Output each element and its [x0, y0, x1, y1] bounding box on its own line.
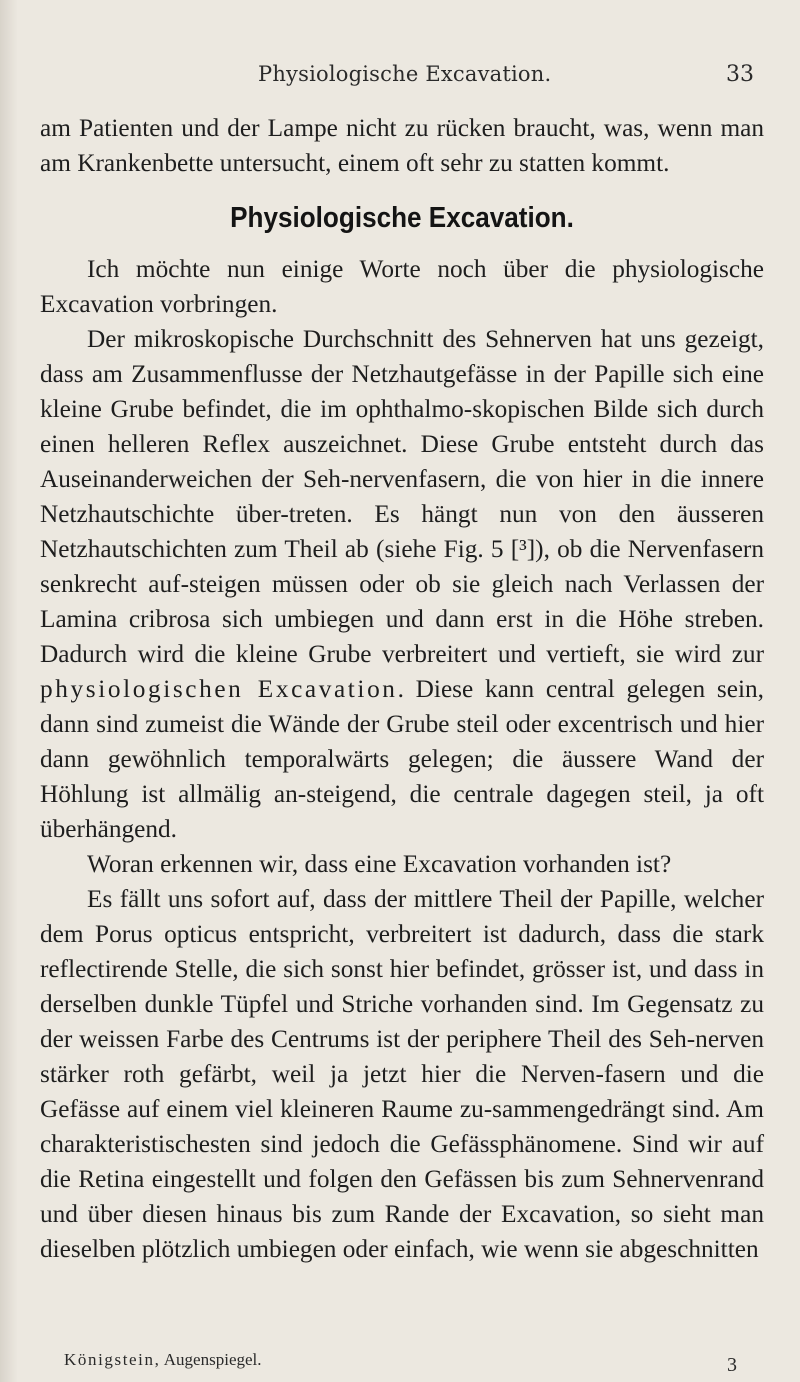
paragraph-4: Es fällt uns sofort auf, dass der mittlere Theil der Papille, welcher dem Porus opticus entspricht, verbreitert ist dadurch, dass die stark reflectirende Stelle, die sich sonst hier befindet, grösser ist, und dass in derselben dunkle Tüpfel und Striche vorhanden sind. Im Gegensatz zu der weissen Farbe des Centrums ist der periphere Theil des Seh-nerven stärker roth gefärbt, weil ja jetzt hier die Nerven-fasern und die Gefässe auf einem viel kleineren Raume zu-sammengedrängt sind. Am charakteristischesten sind jedoch die Gefässphänomene. Sind wir auf die Retina eingestellt und folgen den Gefässen bis zum Sehnervenrand und über diesen hinaus bis zum Rande der Excavation, so sieht man dieselben plötzlich umbiegen oder einfach, wie wenn sie abgeschnitten [40, 885, 764, 1263]
paragraph-3: Woran erkennen wir, dass eine Excavation vorhanden ist? [87, 850, 672, 878]
main-text [40, 111, 764, 1267]
page-number: 33 [726, 62, 754, 87]
running-title: Physiologische Excavation. [258, 62, 552, 86]
paragraph-2-continuation: . Diese kann central gelegen sein, dann sind zumeist die Wände der Grube steil oder excentrisch und hier dann gewöhnlich temporalwärts gelegen; die äussere Wand der Höhlung ist allmälig an-steigend, die centrale dagegen steil, ja oft überhängend. [40, 675, 764, 843]
paragraph-2-text: Der mikroskopische Durchschnitt des Sehnerven hat uns gezeigt, dass am Zusammenflusse der Netzhautgefässe in der Papille sich eine kleine Grube befindet, die im ophthalmo-skopischen Bilde sich durch einen helleren Reflex auszeichnet. Diese Grube entsteht durch das Auseinanderweichen der Seh-nervenfasern, die von hier in die innere Netzhautschichte über-treten. Es hängt nun von den äusseren Netzhautschichten zum Theil ab (siehe Fig. 5 [³]), ob die Nervenfasern senkrecht auf-steigen müssen oder ob sie gleich nach Verlassen der Lamina cribrosa sich umbiegen und dann erst in die Höhe streben. Dadurch wird die kleine Grube verbreitert und vertieft, sie wird zur [40, 325, 764, 668]
footer-work: Augenspiegel. [163, 1350, 262, 1369]
spaced-term: physiologischen Excavation [40, 675, 398, 703]
page-footer [0, 1350, 800, 1378]
page-gutter-shadow [0, 0, 18, 1382]
footer-source [64, 1350, 262, 1370]
running-header [0, 62, 800, 94]
paragraph-1: Ich möchte nun einige Worte noch über die physiologische Excavation vorbringen. [40, 255, 764, 318]
section-heading: Physiologische Excavation. [230, 202, 574, 234]
footer-author: Königstein, [64, 1350, 161, 1369]
signature-mark: 3 [727, 1354, 737, 1376]
paragraph-2 [40, 322, 764, 847]
intro-paragraph: am Patienten und der Lampe nicht zu rücken braucht, was, wenn man am Krankenbette untersucht, einem oft sehr zu statten kommt. [40, 114, 764, 177]
